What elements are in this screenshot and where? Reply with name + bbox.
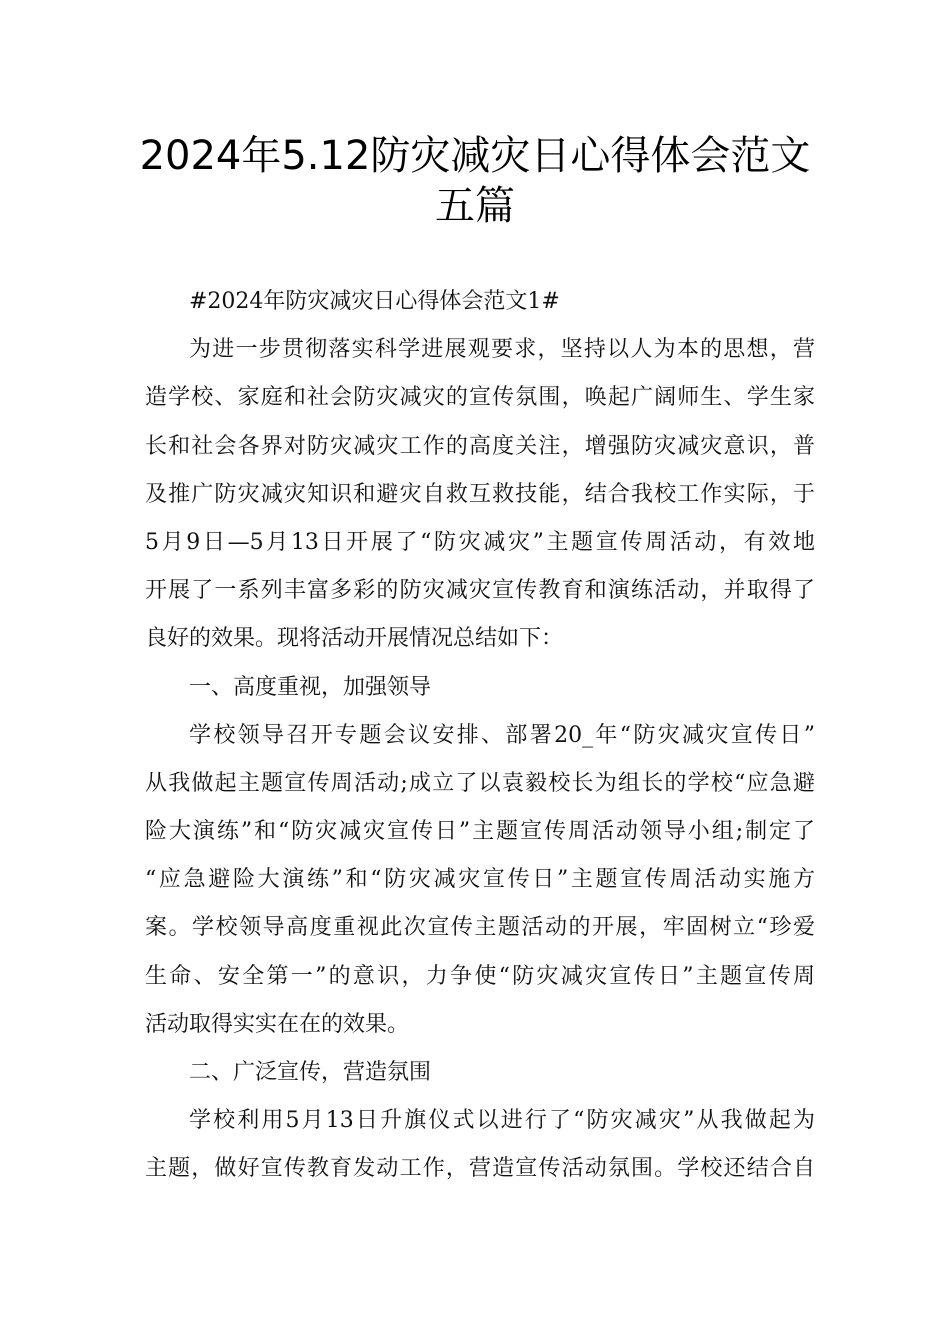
body-text-line: 险大演练”和“防灾减灾宣传日”主题宣传周活动领导小组;制定了 — [145, 819, 815, 845]
body-text-line: 生命、安全第一”的意识，力争使“防灾减灾宣传日”主题宣传周 — [145, 963, 815, 989]
body-text-line: #2024年防灾减灾日心得体会范文1# — [189, 289, 560, 314]
body-text-line: 一、高度重视，加强领导 — [189, 674, 432, 700]
body-text-line: 长和社会各界对防灾减灾工作的高度关注，增强防灾减灾意识，普 — [145, 433, 815, 459]
body-text-line: 开展了一系列丰富多彩的防灾减灾宣传教育和演练活动，并取得了 — [145, 578, 815, 604]
document-title-line-1: 2024年5.12防灾减灾日心得体会范文 — [139, 133, 811, 179]
body-text-line: “应急避险大演练”和“防灾减灾宣传日”主题宣传周活动实施方 — [145, 867, 815, 893]
document-body — [145, 278, 815, 1194]
body-text-line: 造学校、家庭和社会防灾减灾的宣传氛围，唤起广阔师生、学生家 — [145, 385, 815, 411]
body-text-line: 主题，做好宣传教育发动工作，营造宣传活动氛围。学校还结合自 — [145, 1156, 815, 1182]
body-text-line: 二、广泛宣传，营造氛围 — [189, 1060, 432, 1085]
body-text-line: 良好的效果。现将活动开展情况总结如下： — [145, 626, 564, 652]
body-text-line: 案。学校领导高度重视此次宣传主题活动的开展，牢固树立“珍爱 — [145, 915, 815, 941]
body-text-line: 为进一步贯彻落实科学进展观要求，坚持以人为本的思想，营 — [189, 337, 815, 363]
body-text-line: 从我做起主题宣传周活动;成立了以袁毅校长为组长的学校“应急避 — [145, 770, 815, 796]
body-text-line: 及推广防灾减灾知识和避灾自救互救技能，结合我校工作实际，于 — [145, 481, 815, 507]
body-text-line: 学校利用5月13日升旗仪式以进行了“防灾减灾”从我做起为 — [189, 1108, 815, 1134]
body-text-line: 5月9日—5月13日开展了“防灾减灾”主题宣传周活动，有效地 — [145, 529, 815, 555]
body-text-line: 活动取得实实在在的效果。 — [145, 1011, 410, 1037]
body-text-line: 学校领导召开专题会议安排、部署20_年“防灾减灾宣传日” — [189, 722, 815, 748]
document-title-line-2: 五篇 — [435, 183, 515, 229]
